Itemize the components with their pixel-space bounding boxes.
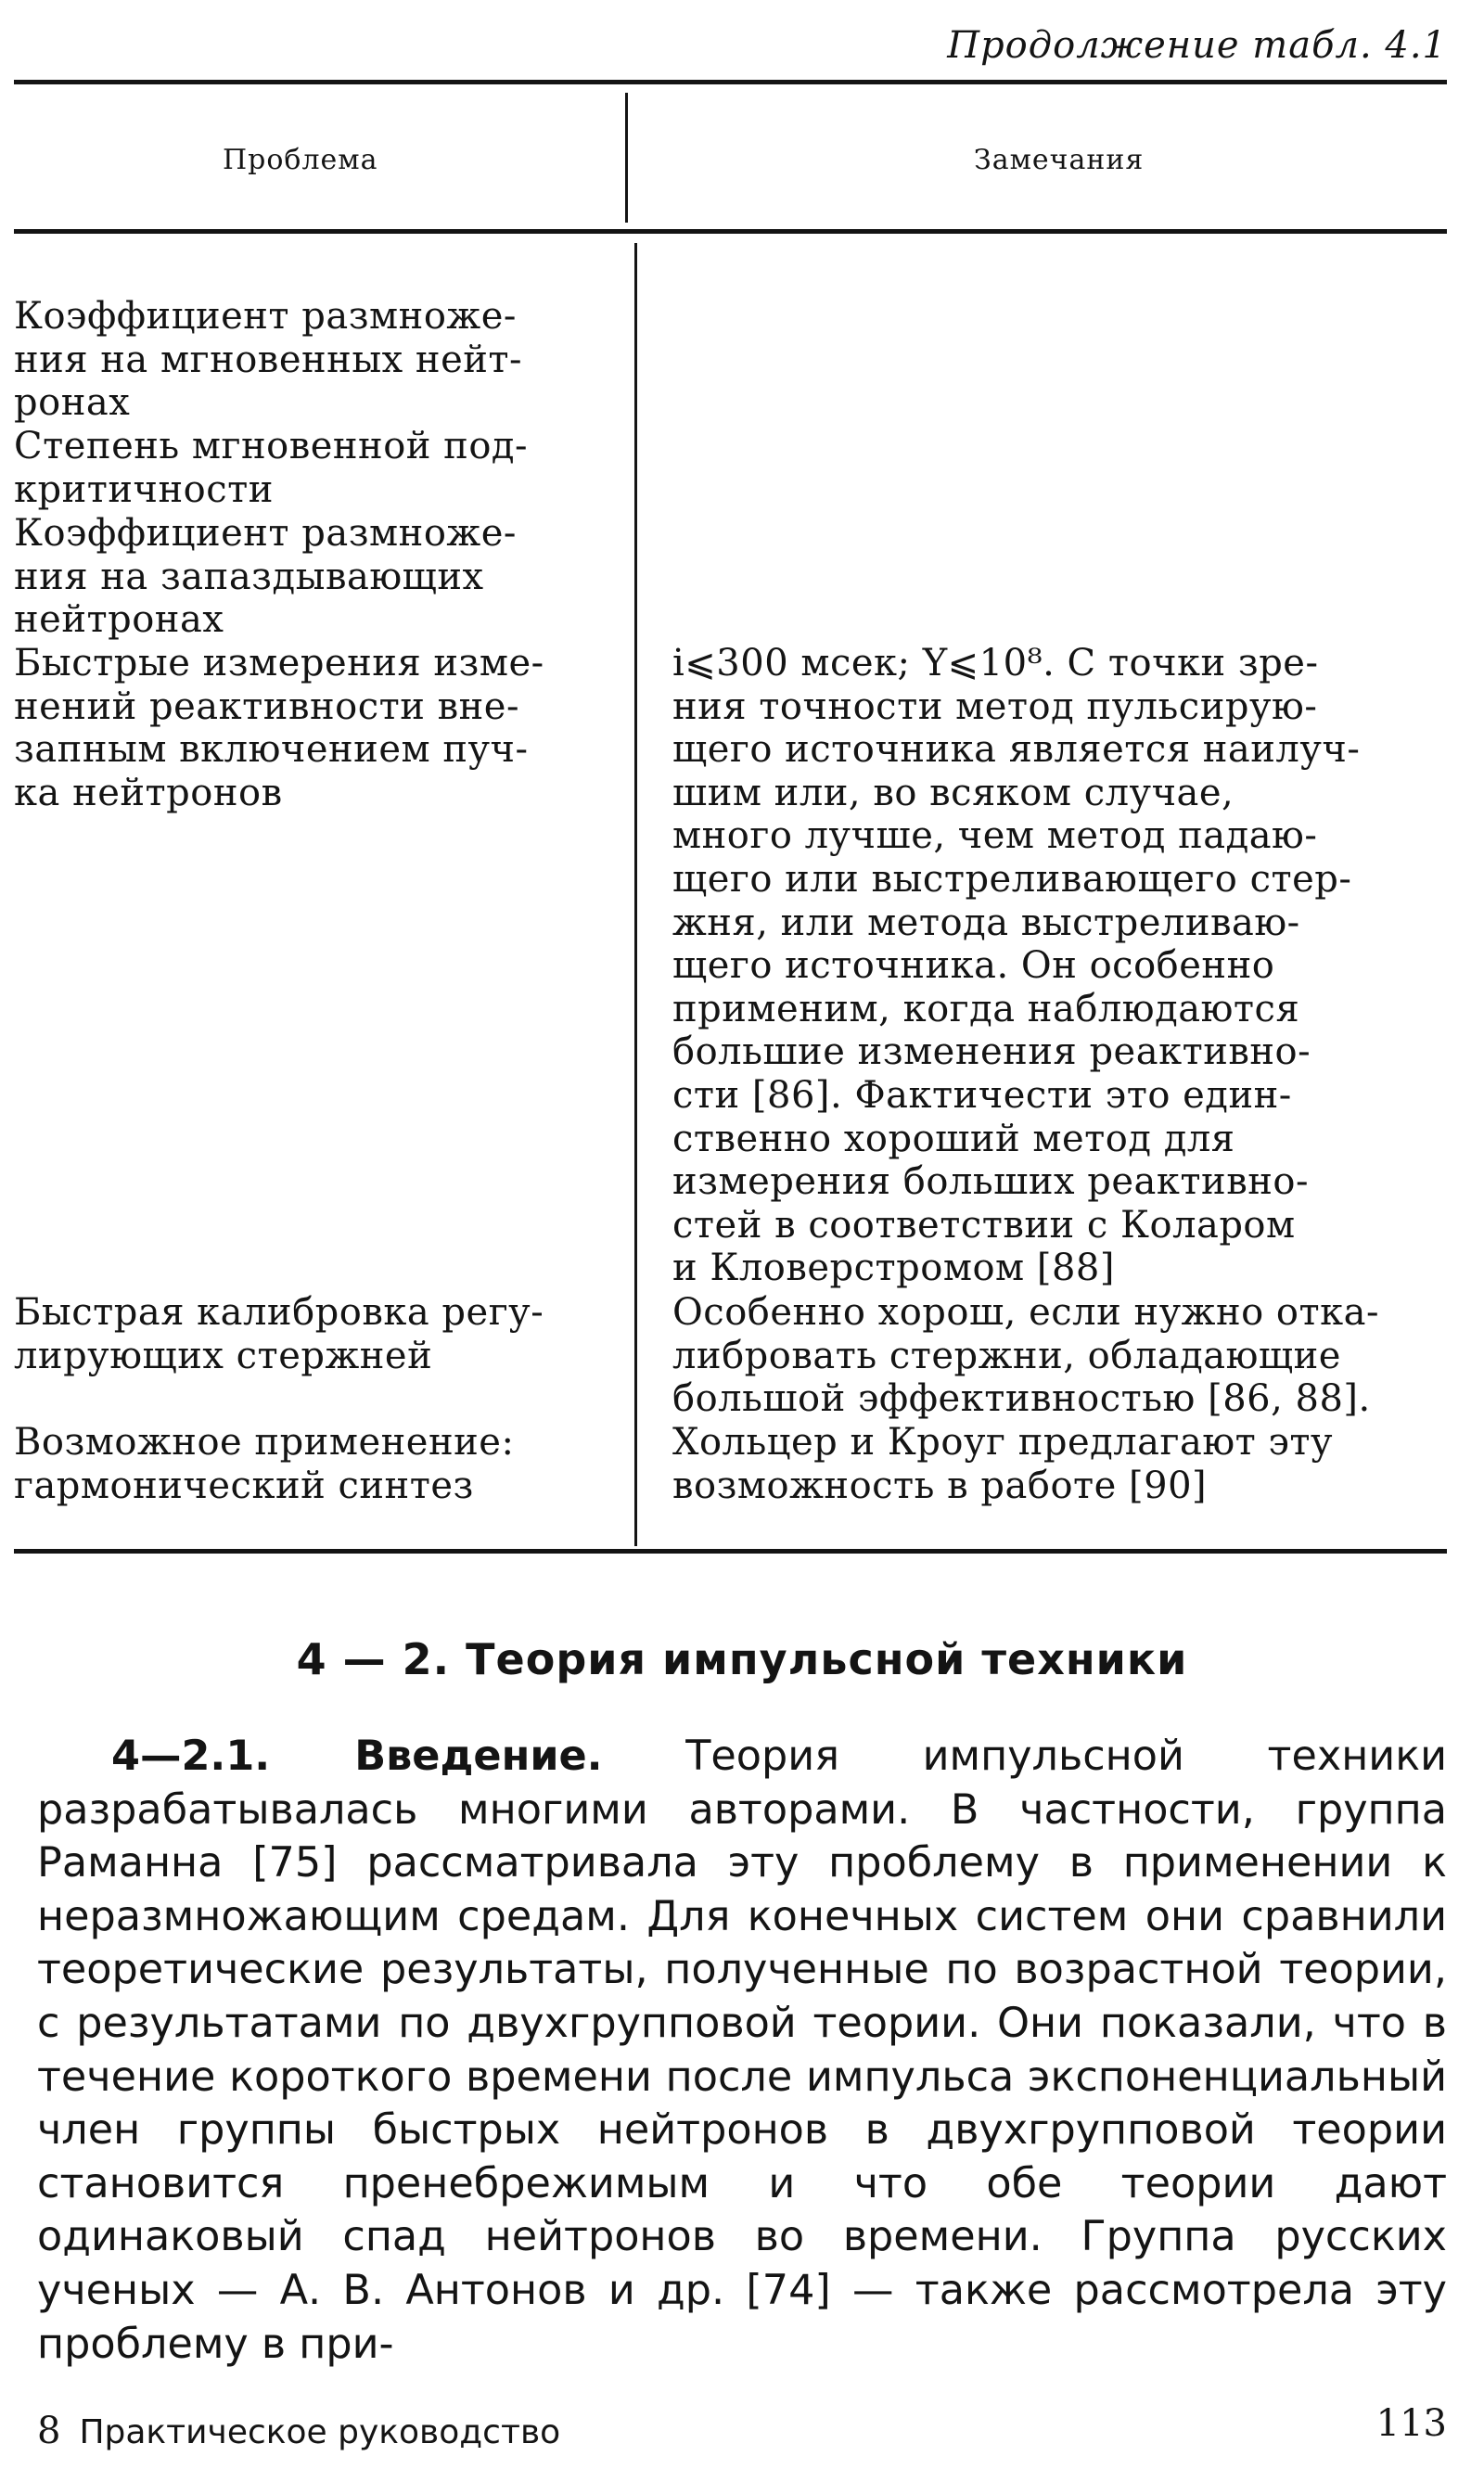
signature-title: Практическое руководство <box>79 2413 561 2451</box>
table-row-problem-2: Степень мгновенной под- критичности <box>14 425 529 511</box>
table-bottom-rule <box>14 1549 1447 1554</box>
page-number: 113 <box>1375 2402 1447 2445</box>
column-header-remarks: Замечания <box>974 144 1145 176</box>
header-bottom-rule <box>14 229 1447 234</box>
table-row-problem-3: Коэффициент размноже- ния на запаздывающих нейтронах <box>14 512 517 642</box>
body-paragraph <box>37 1730 1447 2371</box>
column-divider-header <box>625 93 628 223</box>
subsection-label: 4—2.1. Введение. <box>111 1733 603 1780</box>
table-row-problem-4: Быстрые измерения изме- нений реактивности вне- запным включением пуч- ка нейтронов <box>14 642 544 814</box>
body-text: Теория импульсной техники разрабатывалась многими авторами. В частности, группа Раманна [75] рассматривала эту проблему в применении к неразмножающим средам. Для конечных систем они сравнили теоретические результаты, полученные по возрастной теории, с результатами по двухгрупповой теории. Они показали, что в течение короткого времени после импульса экспоненциальный член группы быстрых нейтронов в двухгрупповой теории становится пренебрежимым и что обе теории дают одинаковый спад нейтронов во времени. Группа русских ученых — А. В. Антонов и др. [74] — также рассмотрела эту проблему в при- <box>37 1733 1448 2368</box>
table-row-remark-4: i⩽300 мсек; Y⩽10⁸. С точки зре- ния точности метод пульсирую- щего источника является наилуч- шим или, во всяком случае, много лучше, чем метод падаю- щего или выстреливающего стер- жня, или метода выстреливаю- щего источника. Он особенно применим, когда наблюдаются большие изменения реактивно- сти [86]. Фактичести это един- ственно хороший метод для измерения больших реактивно- стей в соответствии с Коларом и Кловерстромом [88] <box>672 642 1361 1290</box>
table-row-problem-1: Коэффициент размноже- ния на мгновенных нейт- ронах <box>14 295 523 425</box>
table-row-remark-6: Хольцер и Кроуг предлагают эту возможность в работе [90] <box>672 1421 1334 1507</box>
table-top-rule <box>14 80 1447 84</box>
table-row-problem-5: Быстрая калибровка регу- лирующих стержней <box>14 1291 544 1377</box>
table-row-problem-6: Возможное применение: гармонический синтез <box>14 1421 515 1507</box>
table-continuation-caption: Продолжение табл. 4.1 <box>947 24 1447 67</box>
section-heading: 4 — 2. Теория импульсной техники <box>296 1634 1188 1684</box>
signature-mark <box>37 2410 560 2452</box>
signature-number: 8 <box>37 2410 61 2452</box>
column-divider-body <box>634 243 637 1546</box>
table-row-remark-5: Особенно хорош, если нужно отка- либровать стержни, обладающие большой эффективностью [86, 88]. <box>672 1291 1379 1421</box>
column-header-problem: Проблема <box>223 144 378 176</box>
